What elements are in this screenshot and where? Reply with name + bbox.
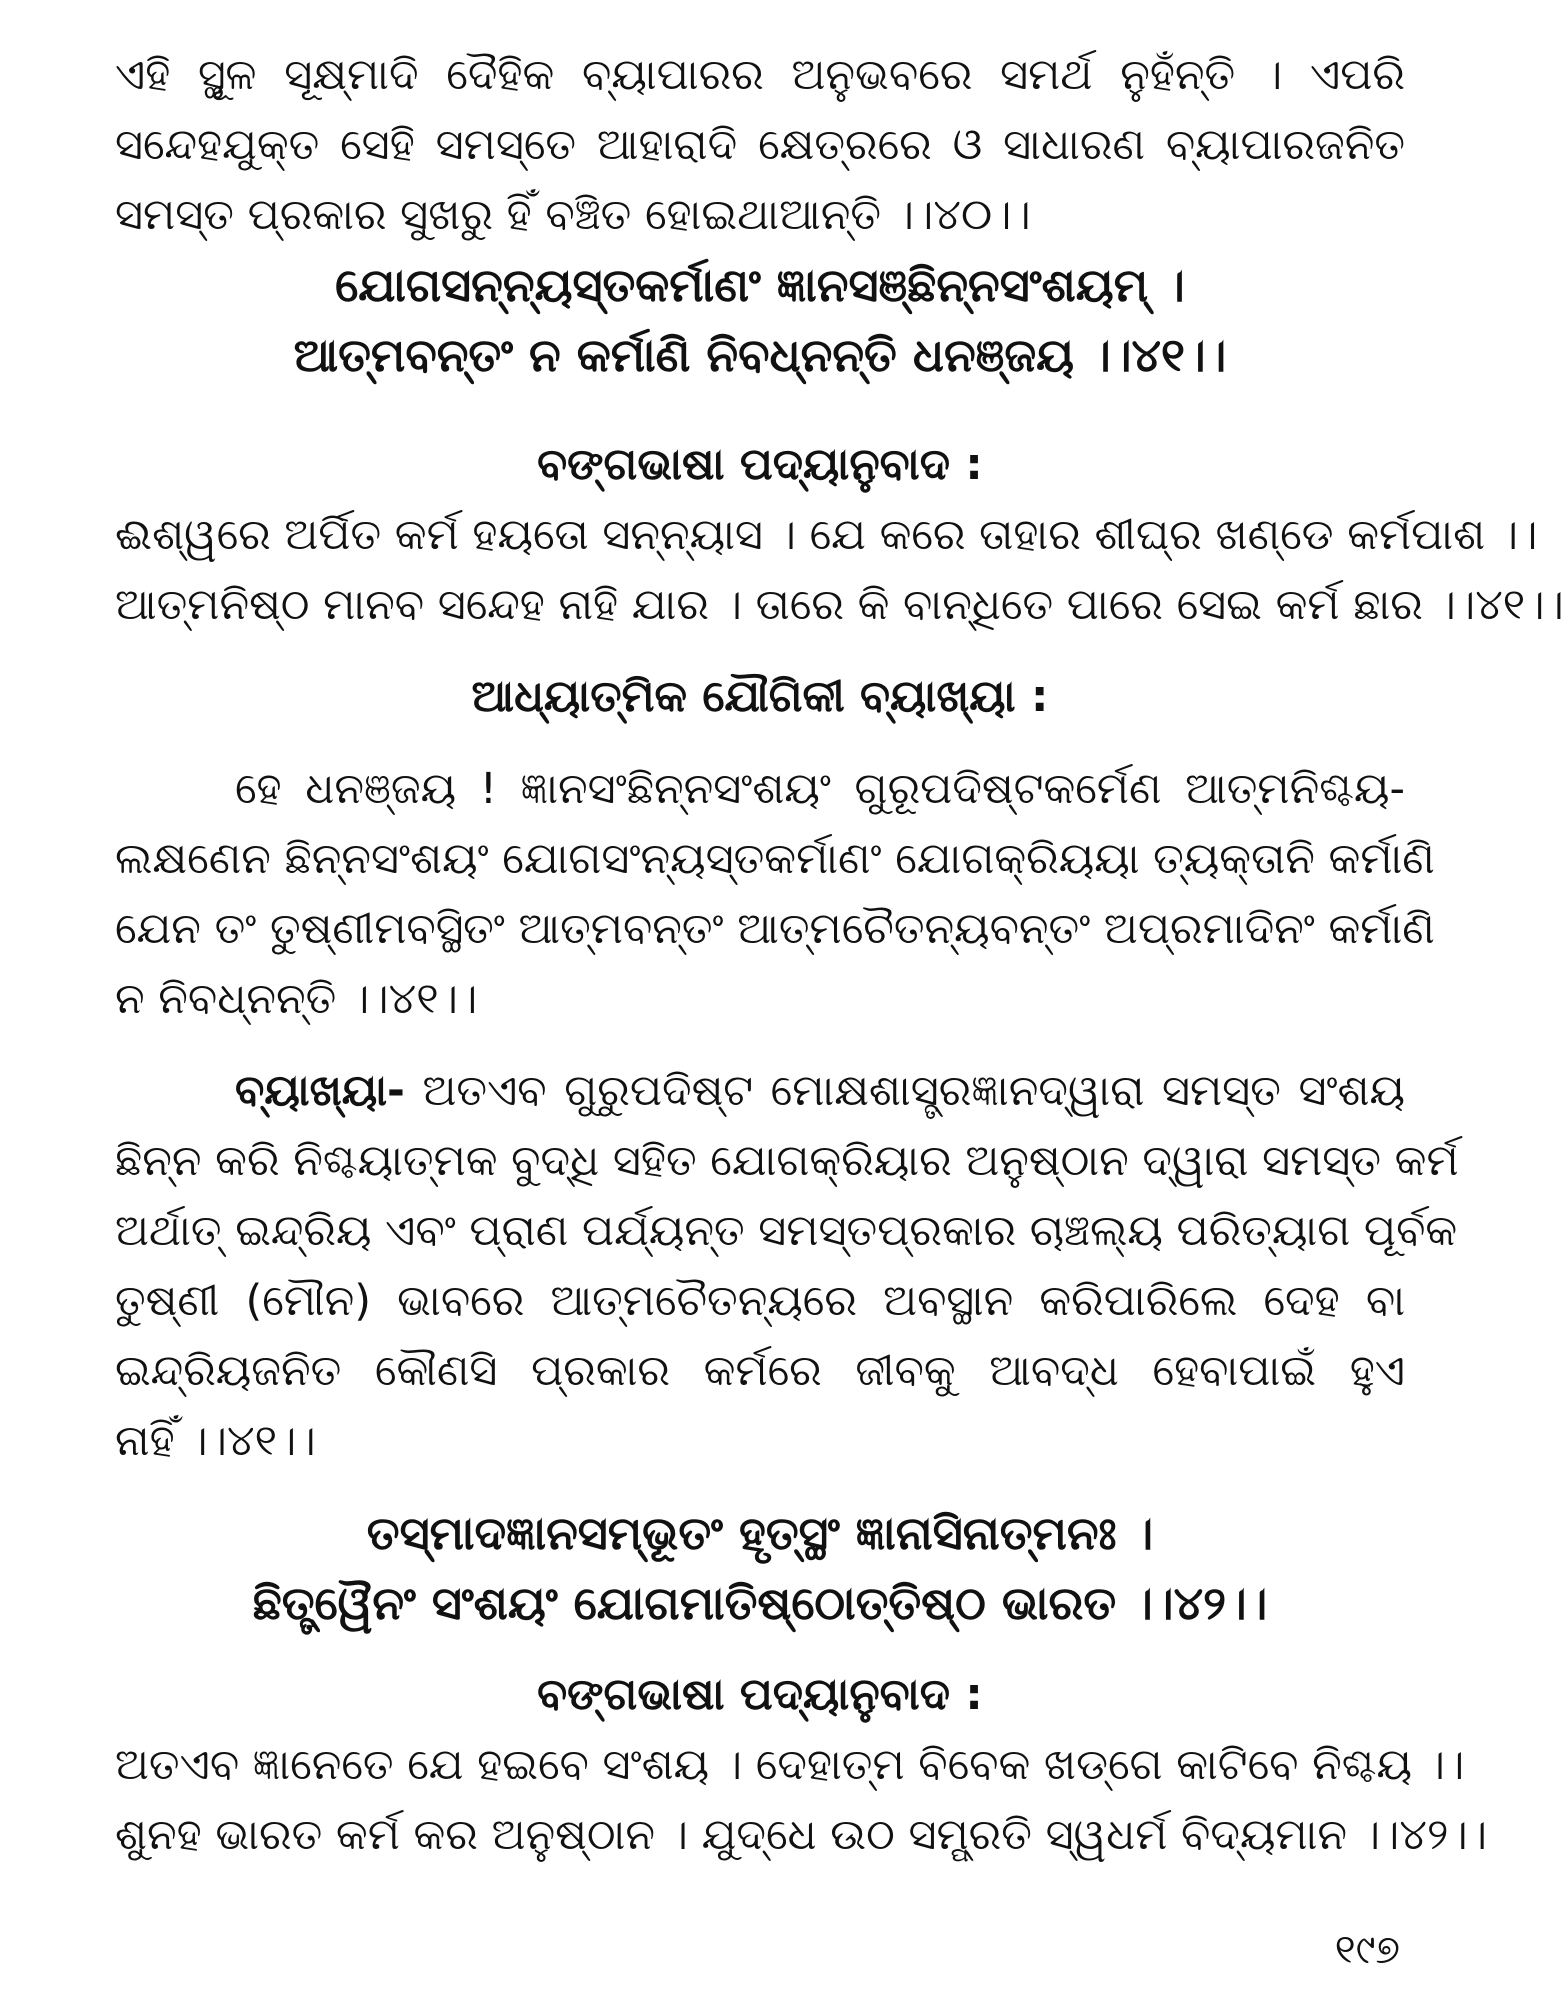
verse-41 — [115, 250, 1405, 390]
intro-paragraph — [115, 40, 1405, 250]
verse-line: ଯୋଗସନ୍ନ୍ୟସ୍ତକର୍ମାଣଂ ଜ୍ଞାନସଞ୍ଛିନ୍ନସଂଶୟମ୍ । — [335, 258, 1185, 312]
explanation-text: ଅତଏବ ଗୁରୁପଦିଷ୍ଟ ମୋକ୍ଷଶାସ୍ତ୍ରଜ୍ଞାନଦ୍ୱାରା ସମସ୍ତ ସଂଶୟ — [404, 1066, 1405, 1116]
commentary-line: ଯେନ ତଂ ତୁଷ୍ଣୀମବସ୍ଥିତଂ ଆତ୍ମବନ୍ତଂ ଆତ୍ମଚୈତନ୍ୟବନ୍ତଂ ଅପ୍ରମାଦିନଂ କର୍ମାଣି — [115, 904, 1435, 954]
explanation-first-line — [115, 1056, 1405, 1126]
commentary-line: ନ ନିବଧ୍ନନ୍ତି ।।୪୧।। — [115, 974, 478, 1024]
explanation-line: ତୁଷ୍ଣୀ (ମୌନ) ଭାବରେ ଆତ୍ମଚୈତନ୍ୟରେ ଅବସ୍ଥାନ କରିପାରିଲେ ଦେହ ବା — [115, 1276, 1405, 1326]
spiritual-commentary — [115, 662, 1435, 1034]
verse-line: ତସ୍ମାଦଜ୍ଞାନସମ୍ଭୂତଂ ହୃତ୍‌ସ୍ଥଂ ଜ୍ଞାନାସିନାତ୍ମନଃ । — [366, 1506, 1154, 1560]
explanation-line: ନାହିଁ ।।୪୧।। — [115, 1416, 316, 1466]
page-number: ୧୯୭ — [1334, 1927, 1400, 1973]
bengali-translation-41 — [115, 430, 1564, 640]
verse-line: ଆତ୍ମବନ୍ତଂ ନ କର୍ମାଣି ନିବଧ୍ନନ୍ତି ଧନଞ୍ଜୟ ।।୪୧।। — [293, 328, 1227, 382]
intro-line: ଏହି ସ୍ଥୂଳ ସୂକ୍ଷ୍ମାଦି ଦୈହିକ ବ୍ୟାପାରର ଅନୁଭବରେ ସମର୍ଥ ନୁହଁନ୍ତି । ଏପରି — [115, 50, 1405, 100]
section-heading: ବଙ୍ଗଭାଷା ପଦ୍ୟାନୁବାଦ : — [537, 1669, 983, 1720]
explanation-line: ଅର୍ଥାତ୍ ଇନ୍ଦ୍ରିୟ ଏବଂ ପ୍ରାଣ ପର୍ଯ୍ୟନ୍ତ ସମସ୍ତପ୍ରକାର ଚାଞ୍ଚଲ୍ୟ ପରିତ୍ୟାଗ ପୂର୍ବକ — [115, 1206, 1458, 1256]
explanation-line: ଛିନ୍ନ କରି ନିଶ୍ଚୟାତ୍ମକ ବୁଦ୍ଧି ସହିତ ଯୋଗକ୍ରିୟାର ଅନୁଷ୍ଠାନ ଦ୍ୱାରା ସମସ୍ତ କର୍ମ — [115, 1136, 1459, 1186]
commentary-line: ହେ ଧନଞ୍ଜୟ ! ଜ୍ଞାନସଂଛିନ୍ନସଂଶୟଂ ଗୁରୂପଦିଷ୍ଟକର୍ମେଣ ଆତ୍ମନିଶ୍ଚୟ- — [235, 764, 1405, 814]
bengali-translation-42 — [115, 1660, 1488, 1870]
translation-line: ଈଶ୍ୱରେ ଅର୍ପିତ କର୍ମ ହୟତୋ ସନ୍ନ୍ୟାସ । ଯେ କରେ ତାହାର ଶୀଘ୍ର ଖଣ୍ଡେ କର୍ମପାଶ ।। — [115, 510, 1538, 560]
explanation-paragraph — [115, 1056, 1459, 1476]
verse-line: ଛିତ୍ତ୍ୱୈନଂ ସଂଶୟଂ ଯୋଗମାତିଷ୍ଠୋତ୍ତିଷ୍ଠ ଭାରତ ।।୪୨।। — [252, 1576, 1268, 1630]
section-heading: ବଙ୍ଗଭାଷା ପଦ୍ୟାନୁବାଦ : — [537, 439, 983, 490]
explanation-label: ବ୍ୟାଖ୍ୟା- — [235, 1066, 405, 1116]
intro-line: ସମସ୍ତ ପ୍ରକାର ସୁଖରୁ ହିଁ ବଞ୍ଚିତ ହୋଇଥାଆନ୍ତି ।।୪୦।। — [115, 190, 1031, 240]
translation-line: ଶୁନହ ଭାରତ କର୍ମ କର ଅନୁଷ୍ଠାନ । ଯୁଦ୍ଧେ ଉଠ ସମ୍ପ୍ରତି ସ୍ୱଧର୍ମ ବିଦ୍ୟମାନ ।।୪୨।। — [115, 1810, 1488, 1860]
explanation-line: ଇନ୍ଦ୍ରିୟଜନିତ କୌଣସି ପ୍ରକାର କର୍ମରେ ଜୀବକୁ ଆବଦ୍ଧ ହେବାପାଇଁ ହୁଏ — [115, 1346, 1405, 1396]
commentary-line: ଲକ୍ଷଣେନ ଛିନ୍ନସଂଶୟଂ ଯୋଗସଂନ୍ୟସ୍ତକର୍ମାଣଂ ଯୋଗକ୍ରିୟୟା ତ୍ୟକ୍ତାନି କର୍ମାଣି — [115, 834, 1435, 884]
verse-42 — [115, 1498, 1405, 1638]
translation-line: ଆତ୍ମନିଷ୍ଠ ମାନବ ସନ୍ଦେହ ନାହି ଯାର । ତାରେ କି ବାନ୍ଧିତେ ପାରେ ସେଇ କର୍ମ ଛାର ।।୪୧।। — [115, 580, 1564, 630]
section-heading: ଆଧ୍ୟାତ୍ମିକ ଯୌଗିକୀ ବ୍ୟାଖ୍ୟା : — [471, 671, 1049, 722]
intro-line: ସନ୍ଦେହଯୁକ୍ତ ସେହି ସମସ୍ତେ ଆହାରାଦି କ୍ଷେତ୍ରରେ ଓ ସାଧାରଣ ବ୍ୟାପାରଜନିତ — [115, 120, 1405, 170]
translation-line: ଅତଏବ ଜ୍ଞାନେତେ ଯେ ହଇବେ ସଂଶୟ । ଦେହାତ୍ମ ବିବେକ ଖଡ୍ଗେ କାଟିବେ ନିଶ୍ଚୟ ।। — [115, 1740, 1465, 1790]
